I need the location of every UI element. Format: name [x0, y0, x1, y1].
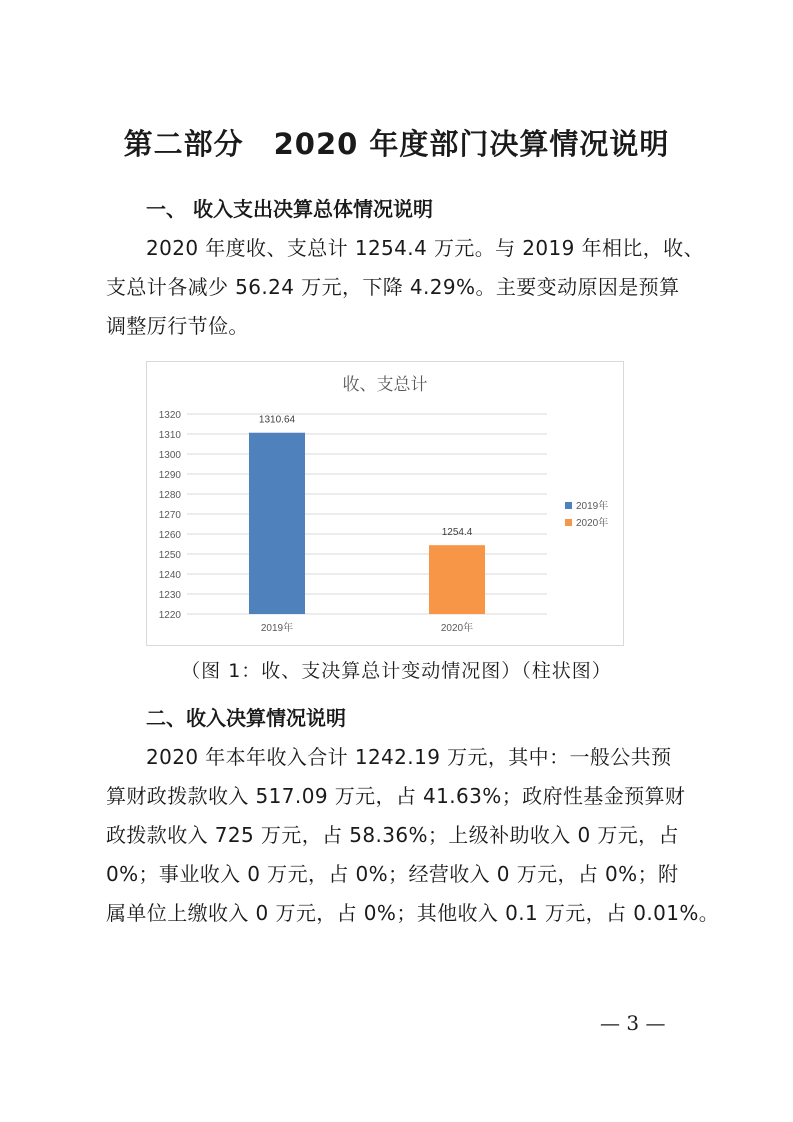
title-part: 第二部分	[123, 127, 244, 161]
page-number: — 3 —	[600, 1011, 666, 1035]
paragraph-line: 政拨款收入 725 万元，占 58.36%；上级补助收入 0 万元，占	[106, 823, 679, 847]
legend-swatch	[565, 519, 572, 526]
legend-swatch	[565, 502, 572, 509]
y-tick-label: 1260	[158, 530, 181, 541]
chart-title: 收、支总计	[342, 375, 428, 394]
bar-2020年	[429, 545, 485, 614]
data-label: 1310.64	[258, 414, 296, 426]
y-tick-label: 1220	[158, 610, 181, 621]
bar-chart	[147, 362, 623, 645]
legend-label: 2019年	[576, 501, 609, 512]
paragraph-line: 属单位上缴收入 0 万元，占 0%；其他收入 0.1 万元，占 0.01%。	[106, 901, 720, 925]
page-title	[0, 122, 793, 166]
y-tick-label: 1270	[158, 510, 181, 521]
bar-2019年	[249, 433, 305, 614]
chart-container	[146, 361, 624, 646]
x-tick-label: 2019年	[260, 623, 294, 634]
paragraph-line: 2020 年度收、支总计 1254.4 万元。与 2019 年相比，收、	[146, 236, 704, 260]
title-main: 2020 年度部门决算情况说明	[273, 127, 670, 161]
paragraph-line: 支总计各减少 56.24 万元，下降 4.29%。主要变动原因是预算	[106, 275, 680, 299]
y-tick-label: 1300	[158, 450, 181, 461]
paragraph-line: 算财政拨款收入 517.09 万元，占 41.63%；政府性基金预算财	[106, 784, 686, 808]
y-tick-label: 1240	[158, 570, 181, 581]
y-tick-label: 1310	[158, 430, 181, 441]
y-tick-label: 1280	[158, 490, 181, 501]
y-tick-label: 1230	[158, 590, 181, 601]
paragraph-line: 0%；事业收入 0 万元，占 0%；经营收入 0 万元，占 0%；附	[106, 862, 679, 886]
x-tick-label: 2020年	[440, 623, 474, 634]
section-heading-1: 一、 收入支出决算总体情况说明	[146, 197, 433, 221]
legend-label: 2020年	[576, 518, 609, 529]
y-tick-label: 1250	[158, 550, 181, 561]
y-tick-label: 1290	[158, 470, 181, 481]
section-heading-2: 二、收入决算情况说明	[146, 706, 346, 730]
paragraph-line: 调整厉行节俭。	[106, 314, 249, 338]
paragraph-line: 2020 年本年收入合计 1242.19 万元，其中：一般公共预	[146, 745, 672, 769]
y-tick-label: 1320	[158, 410, 181, 421]
figure-caption: （图 1：收、支决算总计变动情况图）（柱状图）	[181, 660, 612, 682]
data-label: 1254.4	[441, 527, 473, 539]
